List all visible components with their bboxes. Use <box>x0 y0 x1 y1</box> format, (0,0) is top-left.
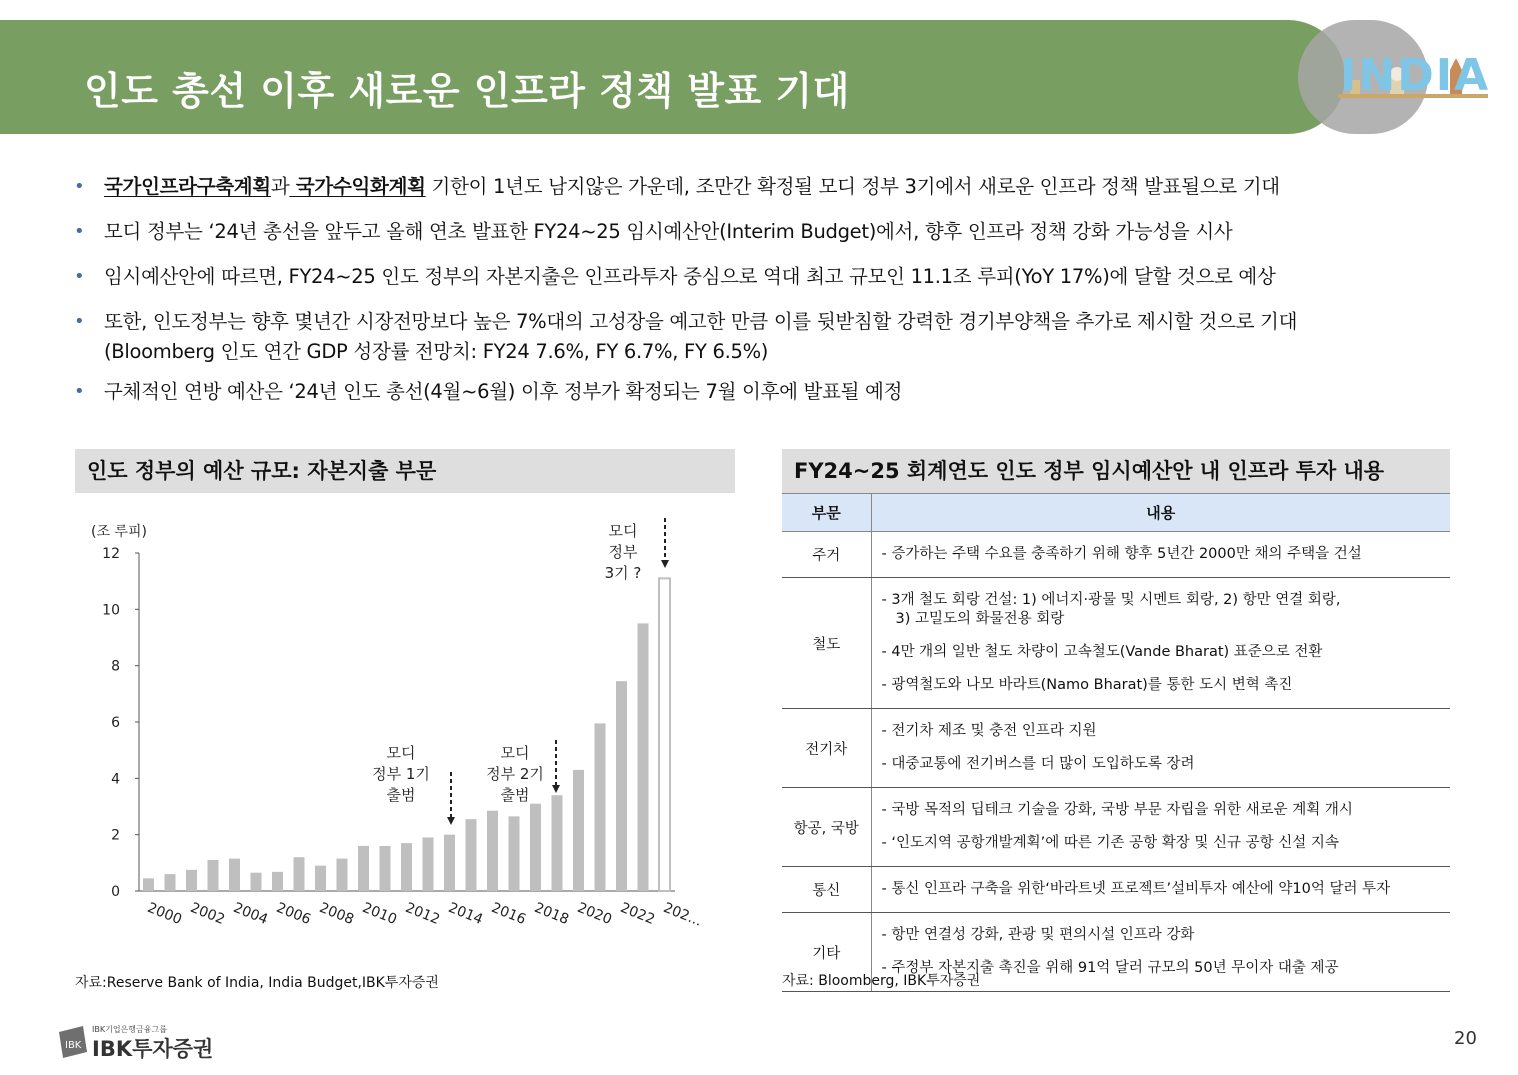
bullet-text: 과 <box>270 175 290 198</box>
table-content-line: - 주정부 자본지출 촉진을 위해 91억 달러 규모의 50년 무이자 대출 제공 <box>881 960 1339 976</box>
x-tick-label: 202... <box>661 899 705 930</box>
y-tick-label: 12 <box>102 546 120 562</box>
bullet-text: 모디 정부는 ‘24년 총선을 앞두고 올해 연초 발표한 FY24~25 임시예산안(Interim Budget)에서, 향후 인프라 정책 강화 가능성을 시사 <box>104 220 1233 243</box>
capex-bar-chart <box>75 510 735 950</box>
y-unit-label: (조 루피) <box>91 524 147 540</box>
bar <box>423 837 434 891</box>
bar <box>143 878 154 891</box>
annotation-text: 모디 <box>386 744 416 762</box>
table-cell-content <box>871 709 1450 788</box>
x-tick-label: 2010 <box>360 899 400 929</box>
y-tick-label: 2 <box>111 827 120 844</box>
x-tick-label: 2012 <box>403 899 443 929</box>
table-row <box>782 867 1450 913</box>
y-tick-label: 4 <box>111 771 120 788</box>
table-header-content: 내용 <box>871 494 1450 532</box>
bullet-text: 기한이 1년도 남지않은 가운데, 조만간 확정될 모디 정부 3기에서 새로운 인프라 정책 발표될으로 기대 <box>425 175 1280 198</box>
bullet-marker: • <box>74 381 85 402</box>
y-tick-label: 0 <box>111 884 120 900</box>
bar <box>337 859 348 891</box>
table-row <box>782 578 1450 709</box>
bullet-list <box>74 172 1474 422</box>
bullet-text: 임시예산안에 따르면, FY24~25 인도 정부의 자본지출은 인프라투자 중심으로 역대 최고 규모인 11.1조 루피(YoY 17%)에 달할 것으로 예상 <box>104 265 1276 288</box>
bullet-marker: • <box>74 266 85 287</box>
table-row <box>782 709 1450 788</box>
bar <box>595 723 606 891</box>
table-cell-sector: 기타 <box>782 913 871 992</box>
table-header-row <box>782 494 1450 532</box>
footer-brand: IBK투자증권 <box>92 1037 214 1061</box>
bullet-item <box>74 377 1474 407</box>
bar <box>573 770 584 891</box>
bullet-marker: • <box>74 176 85 197</box>
annotation-text: 출범 <box>500 786 530 804</box>
ibk-emblem-text: IBK <box>65 1040 82 1051</box>
table-content-line: - ‘인도지역 공항개발계획’에 따른 기존 공항 확장 및 신규 공항 신설 지속 <box>881 835 1339 851</box>
x-tick-label: 2014 <box>446 899 486 929</box>
bar <box>251 873 262 891</box>
bullet-marker: • <box>74 311 85 332</box>
x-tick-label: 2018 <box>532 899 572 929</box>
y-tick-label: 8 <box>111 658 120 675</box>
bar <box>165 874 176 891</box>
footer-group-text: IBK기업은행금융그룹 <box>92 1025 167 1034</box>
bar <box>616 681 627 891</box>
bullet-underline-term: 국가수익화계획 <box>289 175 426 198</box>
infra-investment-table <box>782 493 1450 992</box>
chart-source: 자료:Reserve Bank of India, India Budget,IBK투자증권 <box>75 975 439 991</box>
bar <box>380 846 391 891</box>
table-cell-sector: 통신 <box>782 867 871 913</box>
bar <box>444 835 455 891</box>
page-title: 인도 총선 이후 새로운 인프라 정책 발표 기대 <box>84 69 850 113</box>
annotation-text: 정부 2기 <box>486 765 544 783</box>
table-content-line: - 국방 목적의 딥테크 기술을 강화, 국방 부문 자립을 위한 새로운 계획 개시 <box>881 802 1353 818</box>
table-row <box>782 788 1450 867</box>
table-content-line: - 전기차 제조 및 충전 인프라 지원 <box>881 723 1097 739</box>
table-cell-sector: 항공, 국방 <box>782 788 871 867</box>
bar <box>186 870 197 891</box>
bar <box>229 859 240 891</box>
bar <box>315 866 326 891</box>
bullet-item <box>74 172 1474 202</box>
bar <box>509 816 520 891</box>
y-tick-label: 6 <box>111 715 120 731</box>
x-tick-label: 2000 <box>145 899 185 929</box>
bar <box>358 846 369 891</box>
table-content-line: - 4만 개의 일반 철도 차량이 고속철도(Vande Bharat) 표준으로 전환 <box>881 644 1323 660</box>
bullet-marker: • <box>74 221 85 242</box>
annotation-text: 모디 <box>500 744 530 762</box>
bullet-item <box>74 307 1474 367</box>
table-content-line: - 증가하는 주택 수요를 충족하기 위해 향후 5년간 2000만 채의 주택을 건설 <box>881 546 1362 562</box>
chart-section-title: 인도 정부의 예산 규모: 자본지출 부문 <box>75 449 735 493</box>
annotation-text: 출범 <box>386 786 416 804</box>
bar <box>466 819 477 891</box>
bar <box>638 623 649 891</box>
page-number: 20 <box>1454 1028 1477 1049</box>
annotation-arrow-head <box>661 560 669 568</box>
table-content-line: 3) 고밀도의 화물전용 회랑 <box>895 611 1065 627</box>
bullet-text: 구체적인 연방 예산은 ‘24년 인도 총선(4월~6월) 이후 정부가 확정되는 7월 이후에 발표될 예정 <box>104 380 903 403</box>
table-section-title: FY24~25 회계연도 인도 정부 임시예산안 내 인프라 투자 내용 <box>782 449 1450 493</box>
y-tick-label: 10 <box>102 602 120 619</box>
table-cell-sector: 철도 <box>782 578 871 709</box>
table-cell-content <box>871 788 1450 867</box>
table-cell-content <box>871 532 1450 578</box>
x-tick-label: 2016 <box>489 899 529 929</box>
table-cell-content <box>871 578 1450 709</box>
x-tick-label: 2004 <box>231 899 271 929</box>
table-header-sector: 부문 <box>782 494 871 532</box>
table-cell-sector: 주거 <box>782 532 871 578</box>
table-content-line: - 3개 철도 회랑 건설: 1) 에너지·광물 및 시멘트 회랑, 2) 항만 연결 회랑, <box>881 592 1341 608</box>
bullet-item <box>74 262 1474 292</box>
table-content-line: - 광역철도와 나모 바라트(Namo Bharat)를 통한 도시 변혁 촉진 <box>881 677 1293 693</box>
india-logo-icon <box>1330 40 1500 110</box>
annotation-arrow-head <box>552 785 560 793</box>
annotation-text: 정부 <box>608 543 638 561</box>
bullet-text: 또한, 인도정부는 향후 몇년간 시장전망보다 높은 7%대의 고성장을 예고한 만큼 이를 뒷받침할 강력한 경기부양책을 추가로 제시할 것으로 기대 <box>104 310 1298 333</box>
bar <box>487 811 498 891</box>
india-logo-text: INDIA <box>1340 50 1491 101</box>
annotation-text: 3기 ? <box>604 564 642 582</box>
bullet-item <box>74 217 1474 247</box>
table-content-line: - 대중교통에 전기버스를 더 많이 도입하도록 장려 <box>881 756 1195 772</box>
bar <box>294 857 305 891</box>
bar <box>272 872 283 891</box>
bar-forecast <box>659 578 670 891</box>
table-cell-sector: 전기차 <box>782 709 871 788</box>
x-tick-label: 2008 <box>317 899 357 929</box>
annotation-arrow-head <box>447 817 455 825</box>
bar <box>208 860 219 891</box>
bar <box>401 843 412 891</box>
chart-svg <box>75 510 735 950</box>
annotation-text: 정부 1기 <box>372 765 430 783</box>
x-tick-label: 2022 <box>618 899 658 929</box>
annotation-text: 모디 <box>608 522 638 540</box>
x-tick-label: 2006 <box>274 899 314 929</box>
table-content-line: - 항만 연결성 강화, 관광 및 편의시설 인프라 강화 <box>881 927 1195 943</box>
table-source: 자료: Bloomberg, IBK투자증권 <box>782 973 981 989</box>
table-row <box>782 532 1450 578</box>
table-content-line: - 통신 인프라 구축을 위한‘바라트넷 프로젝트’설비투자 예산에 약10억 달러 투자 <box>881 881 1391 897</box>
table-cell-content <box>871 867 1450 913</box>
bar <box>530 804 541 891</box>
x-tick-label: 2002 <box>188 899 228 929</box>
bullet-underline-term: 국가인프라구축계획 <box>104 175 271 198</box>
x-tick-label: 2020 <box>575 899 615 929</box>
bullet-subtext: (Bloomberg 인도 연간 GDP 성장률 전망치: FY24 7.6%, FY 6.7%, FY 6.5%) <box>104 340 769 363</box>
bar <box>552 795 563 891</box>
